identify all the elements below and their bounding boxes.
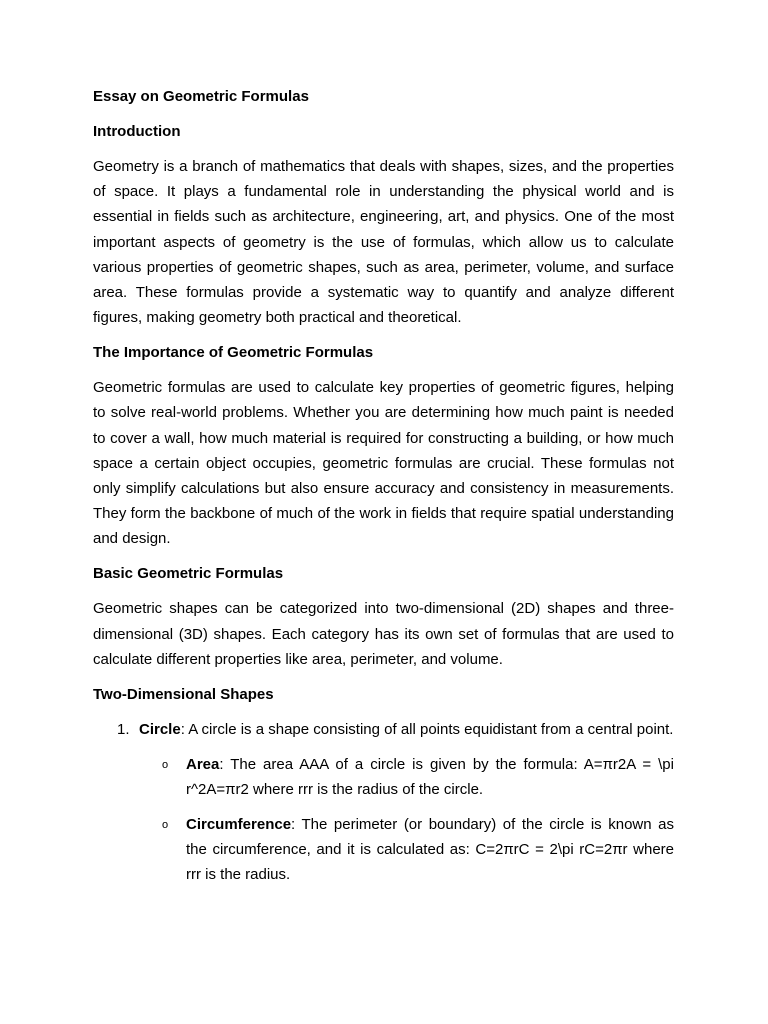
section-heading-importance: The Importance of Geometric Formulas xyxy=(93,344,374,362)
bullet-circle-icon: o xyxy=(162,758,169,771)
shapes-numbered-list xyxy=(93,717,674,742)
circumference-term: Circumference xyxy=(186,816,292,834)
document-title: Essay on Geometric Formulas xyxy=(93,88,309,105)
area-term: Area xyxy=(186,755,220,773)
circumference-description: : The perimeter (or boundary) of the circle is known as the circumference, and it is calculated as: C=2πrC = 2\pi rC=2πr where rrr is the radius. xyxy=(186,816,674,884)
document-page xyxy=(93,84,674,897)
importance-paragraph: Geometric formulas are used to calculate key properties of geometric figures, helping to solve real-world problems. Whether you are determining how much paint is needed to cover a wall, how much material is required for constructing a building, or how much space a certain object occupies, geometric formulas are crucial. These formulas not only simplify calculations but also ensure accuracy and consistency in measurements. They form the backbone of much of the work in fields that require spatial understanding and design. xyxy=(93,379,674,548)
list-item-area xyxy=(93,752,674,802)
circle-definition xyxy=(139,717,674,742)
list-item-circumference xyxy=(93,812,674,888)
circle-term: Circle xyxy=(139,720,181,738)
circle-description: : A circle is a shape consisting of all points equidistant from a central point. xyxy=(180,720,674,738)
introduction-paragraph: Geometry is a branch of mathematics that deals with shapes, sizes, and the properties of space. It plays a fundamental role in understanding the physical world and is essential in fields such as architecture, engineering, art, and physics. One of the most important aspects of geometry is the use of formulas, which allow us to calculate various properties of geometric shapes, such as area, perimeter, volume, and surface area. These formulas provide a systematic way to quantify and analyze different figures, making geometry both practical and theoretical. xyxy=(93,158,674,327)
bullet-circle-icon: o xyxy=(162,819,169,832)
section-heading-two-dimensional: Two-Dimensional Shapes xyxy=(93,685,274,703)
area-description: : The area AAA of a circle is given by the formula: A=πr2A = \pi r^2A=πr2 where rrr is the radius of the circle. xyxy=(186,755,674,799)
section-heading-introduction: Introduction xyxy=(93,123,181,140)
basic-formulas-paragraph: Geometric shapes can be categorized into two-dimensional (2D) shapes and three-dimensional (3D) shapes. Each category has its own set of formulas that are used to calculate different properties like area, perimeter, and volume. xyxy=(93,600,674,668)
list-item-circle xyxy=(93,717,674,742)
list-number: 1. xyxy=(117,720,130,738)
section-heading-basic-formulas: Basic Geometric Formulas xyxy=(93,565,284,583)
circle-formula-list xyxy=(93,752,674,888)
